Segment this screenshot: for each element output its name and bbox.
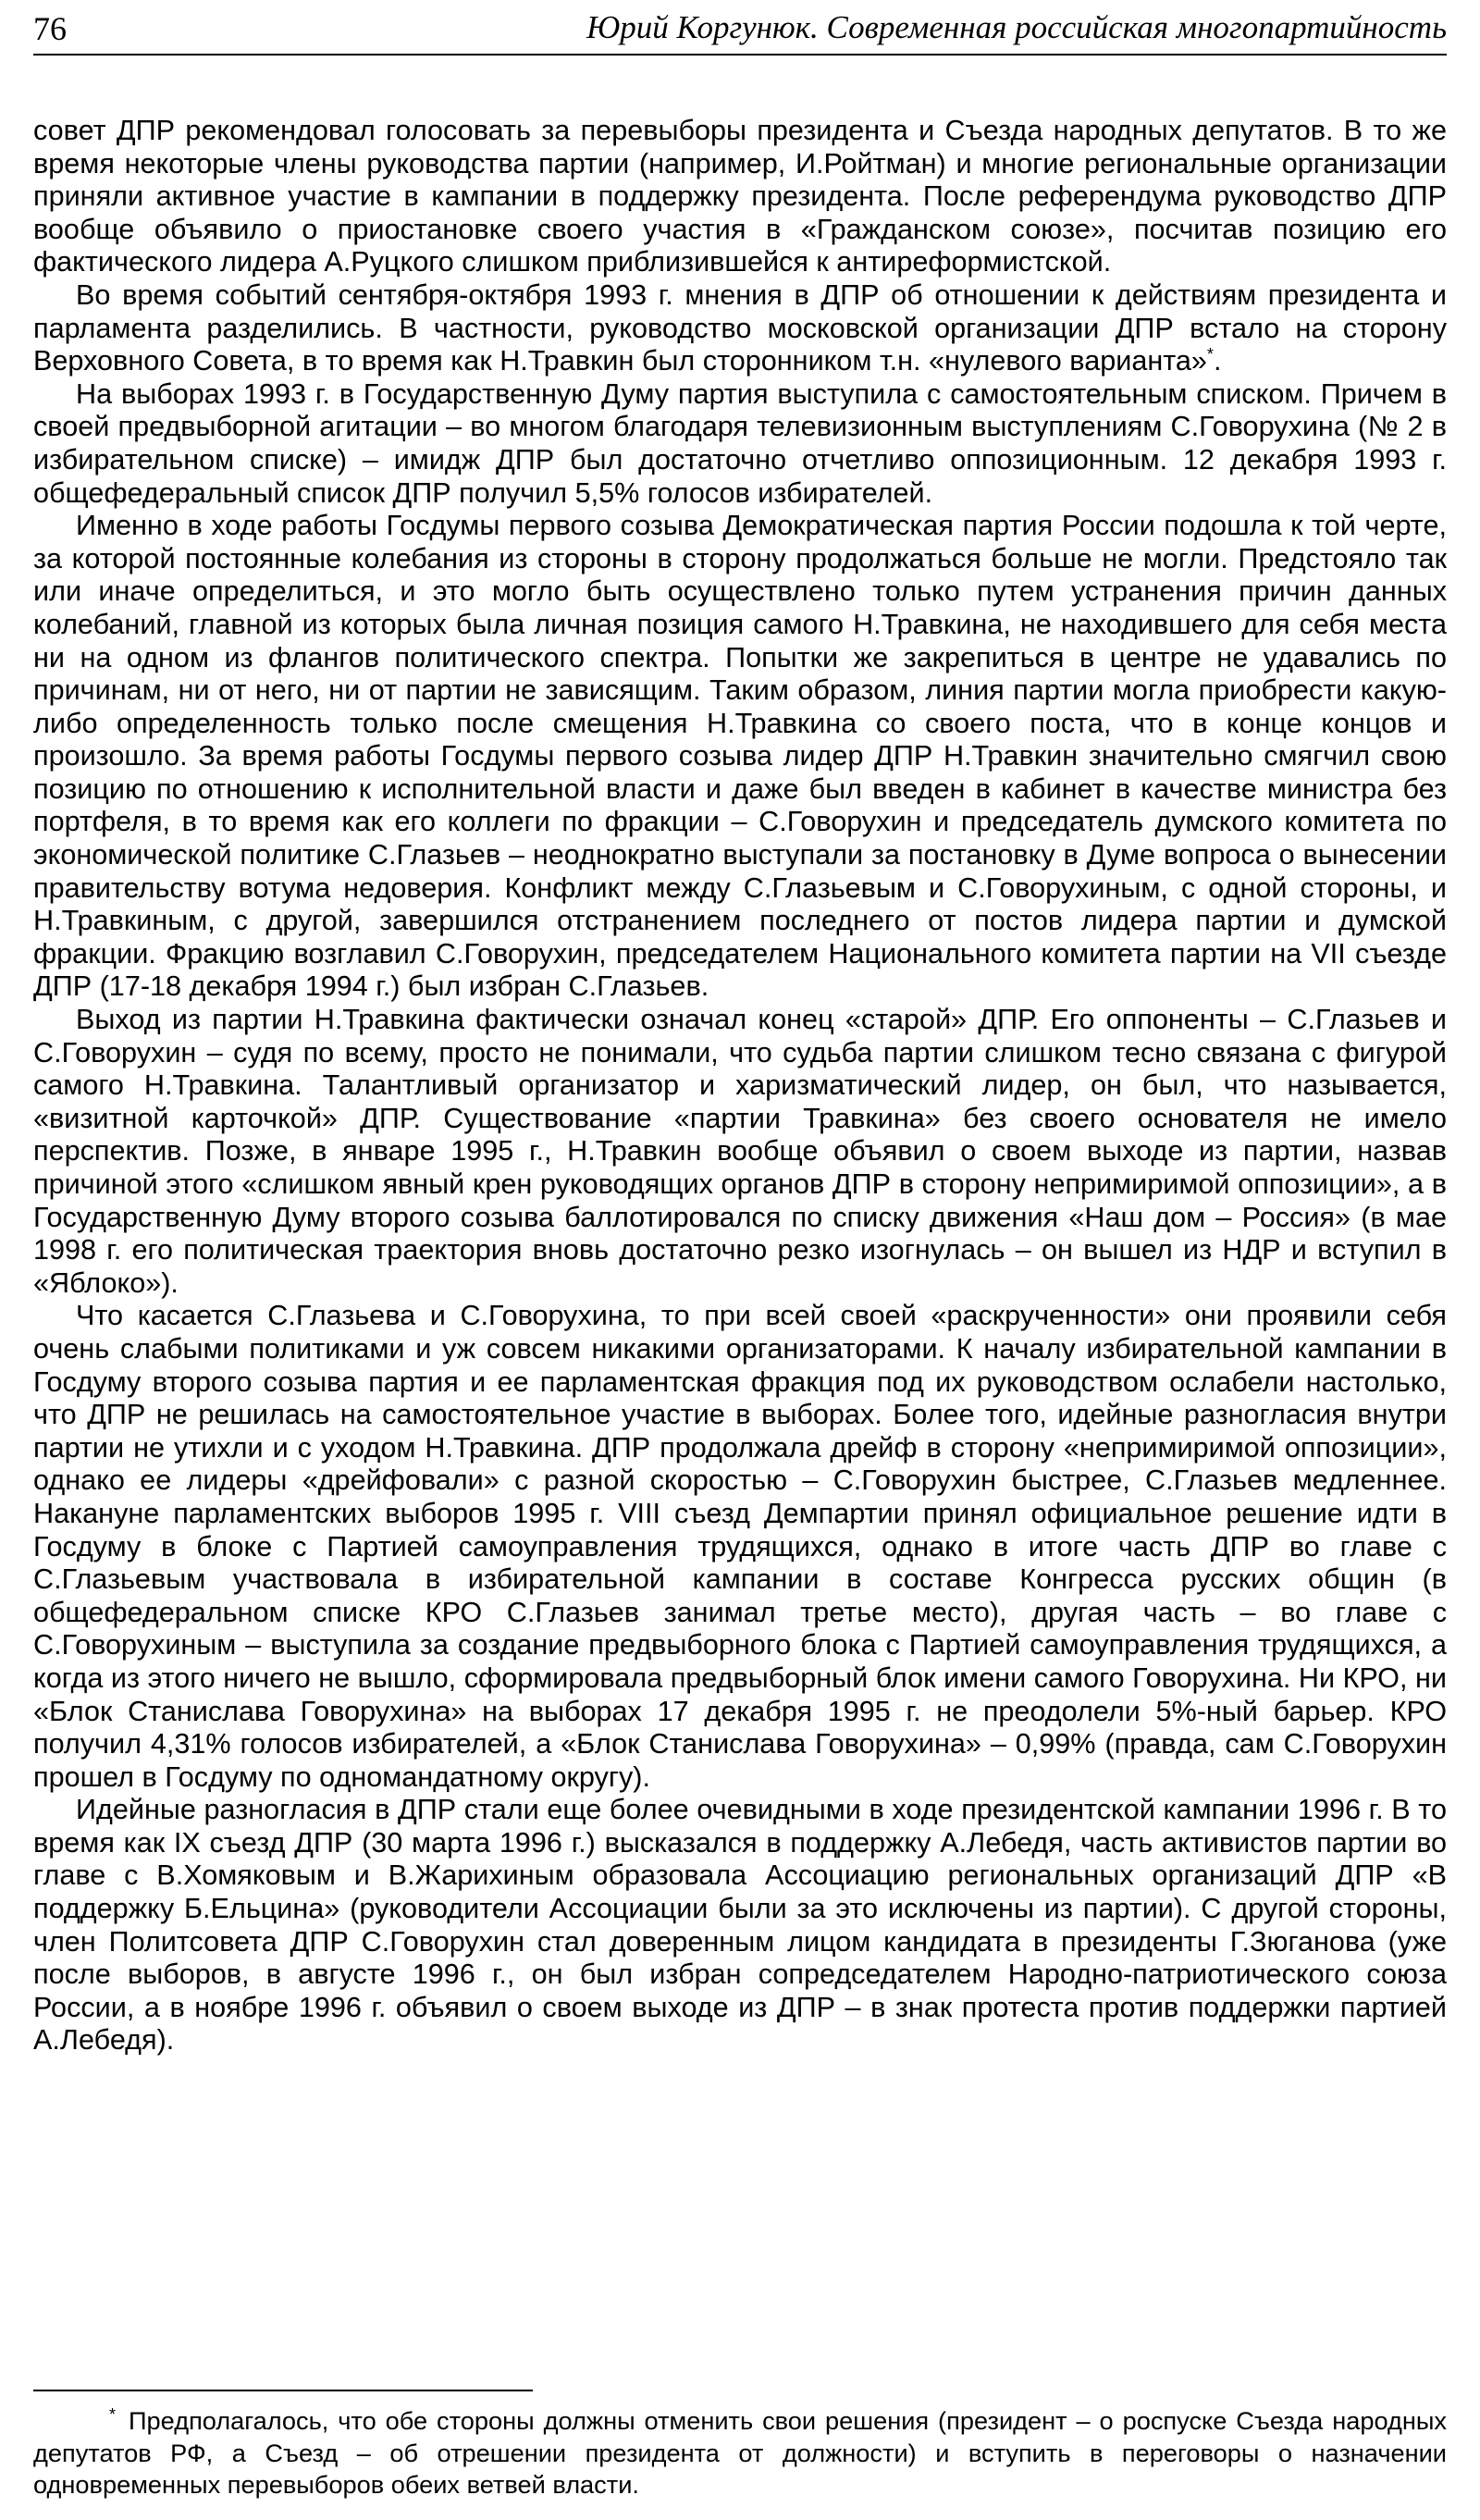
paragraph: Идейные разногласия в ДПР стали еще более очевидными в ходе президентской кампании 1996 г. В то время как IX съезд ДПР (30 марта 1996 г.) высказался в поддержку А.Лебедя, часть активистов партии во главе с В.Хомяковым и В.Жарихиным образовала Ассоциацию региональных организаций ДПР «В поддержку Б.Ельцина» (руководители Ассоциации были за это исключены из партии). С другой стороны, член Политсовета ДПР С.Говорухин стал доверенным лицом кандидата в президенты Г.Зюганова (уже после выборов, в августе 1996 г., он был избран сопредседателем Народно-патриотического союза России, а в ноябре 1996 г. объявил о своем выходе из ДПР – в знак протеста против поддержки партией А.Лебедя). xyxy=(33,1794,1447,2057)
footnote xyxy=(33,2405,1447,2501)
footnote-marker: * xyxy=(109,2404,117,2424)
paragraph-text: Во время событий сентября-октября 1993 г. мнения в ДПР об отношении к действиям президента и парламента разделились. В частности, руководство московской организации ДПР встало на сторону Верховного Совета, в то время как Н.Травкин был сторонником т.н. «нулевого варианта» xyxy=(33,278,1447,377)
paragraph: На выборах 1993 г. в Государственную Думу партия выступила с самостоятельным списком. Причем в своей предвыборной агитации – во многом благодаря телевизионным выступлениям С.Говорухина (№ 2 в избирательном списке) – имидж ДПР был достаточно отчетливо оппозиционным. 12 декабря 1993 г. общефедеральный список ДПР получил 5,5% голосов избирателей. xyxy=(33,377,1447,509)
page-header xyxy=(33,6,1447,56)
footnote-reference[interactable]: * xyxy=(1206,344,1214,364)
footnote-text: Предполагалось, что обе стороны должны отменить свои решения (президент – о роспуске Съезда народных депутатов РФ, а Съезд – об отрешении президента от должности) и вступить в переговоры о назначении одновременных перевыборов обеих ветвей власти. xyxy=(33,2406,1447,2499)
paragraph: Выход из партии Н.Травкина фактически означал конец «старой» ДПР. Его оппоненты – С.Глазьев и С.Говорухин – судя по всему, просто не понимали, что судьба партии слишком тесно связана с фигурой самого Н.Травкина. Талантливый организатор и харизматический лидер, он был, что называется, «визитной карточкой» ДПР. Существование «партии Травкина» без своего основателя не имело перспектив. Позже, в январе 1995 г., Н.Травкин вообще объявил о своем выходе из партии, назвав причиной этого «слишком явный крен руководящих органов ДПР в сторону непримиримой оппозиции», а в Государственную Думу второго созыва баллотировался по списку движения «Наш дом – Россия» (в мае 1998 г. его политическая траектория вновь достаточно резко изогнулась – он вышел из НДР и вступил в «Яблоко»). xyxy=(33,1004,1447,1299)
paragraph: Во время событий сентября-октября 1993 г. мнения в ДПР об отношении к действиям президента и парламента разделились. В частности, руководство московской организации ДПР встало на сторону Верховного Совета, в то время как Н.Травкин был сторонником т.н. «нулевого варианта»*. xyxy=(33,278,1447,377)
page-number: 76 xyxy=(33,10,67,47)
paragraph: совет ДПР рекомендовал голосовать за перевыборы президента и Съезда народных депутатов. В то же время некоторые члены руководства партии (например, И.Ройтман) и многие региональные организации приняли активное участие в кампании в поддержку президента. После референдума руководство ДПР вообще объявило о приостановке своего участия в «Гражданском союзе», посчитав позицию его фактического лидера А.Руцкого слишком приблизившейся к антиреформистской. xyxy=(33,115,1447,278)
main-text xyxy=(33,115,1447,2057)
paragraph: Что касается С.Глазьева и С.Говорухина, то при всей своей «раскрученности» они проявили себя очень слабыми политиками и уж совсем никакими организаторами. К началу избирательной кампании в Госдуму второго созыва партия и ее парламентская фракция под их руководством ослабели настолько, что ДПР не решилась на самостоятельное участие в выборах. Более того, идейные разногласия внутри партии не утихли и с уходом Н.Травкина. ДПР продолжала дрейф в сторону «непримиримой оппозиции», однако ее лидеры «дрейфовали» с разной скоростью – С.Говорухин быстрее, С.Глазьев медленнее. Накануне парламентских выборов 1995 г. VIII съезд Демпартии принял официальное решение идти в Госдуму в блоке с Партией самоуправления трудящихся, однако в итоге часть ДПР во главе с С.Глазьевым участвовала в избирательной кампании в составе Конгресса русских общин (в общефедеральном списке КРО С.Глазьев занимал третье место), другая часть – во главе с С.Говорухиным – выступила за создание предвыборного блока с Партией самоуправления трудящихся, а когда из этого ничего не вышло, сформировала предвыборный блок имени самого Говорухина. Ни КРО, ни «Блок Станислава Говорухина» на выборах 17 декабря 1995 г. не преодолели 5%-ный барьер. КРО получил 4,31% голосов избирателей, а «Блок Станислава Говорухина» – 0,99% (правда, сам С.Говорухин прошел в Госдуму по одномандатному округу). xyxy=(33,1300,1447,1793)
footnote-divider xyxy=(33,2390,533,2391)
paragraph: Именно в ходе работы Госдумы первого созыва Демократическая партия России подошла к той черте, за которой постоянные колебания из стороны в сторону продолжаться больше не могли. Предстояло так или иначе определиться, и это могло быть осуществлено только путем устранения причин данных колебаний, главной из которых была личная позиция самого Н.Травкина, не находившего для себя места ни на одном из флангов политического спектра. Попытки же закрепиться в центре не удавались по причинам, ни от него, ни от партии не зависящим. Таким образом, линия партии могла приобрести какую-либо определенность только после смещения Н.Травкина со своего поста, что в конце концов и произошло. За время работы Госдумы первого созыва лидер ДПР Н.Травкин значительно смягчил свою позицию по отношению к исполнительной власти и даже был введен в кабинет в качестве министра без портфеля, в то время как его коллеги по фракции – С.Говорухин и председатель думского комитета по экономической политике С.Глазьев – неоднократно выступали за постановку в Думе вопроса о вынесении правительству вотума недоверия. Конфликт между С.Глазьевым и С.Говорухиным, с одной стороны, и Н.Травкиным, с другой, завершился отстранением последнего от постов лидера партии и думской фракции. Фракцию возглавил С.Говорухин, председателем Национального комитета партии на VII съезде ДПР (17-18 декабря 1994 г.) был избран С.Глазьев. xyxy=(33,510,1447,1003)
running-title: Юрий Коргунюк. Современная российская многопартийность xyxy=(586,9,1447,45)
